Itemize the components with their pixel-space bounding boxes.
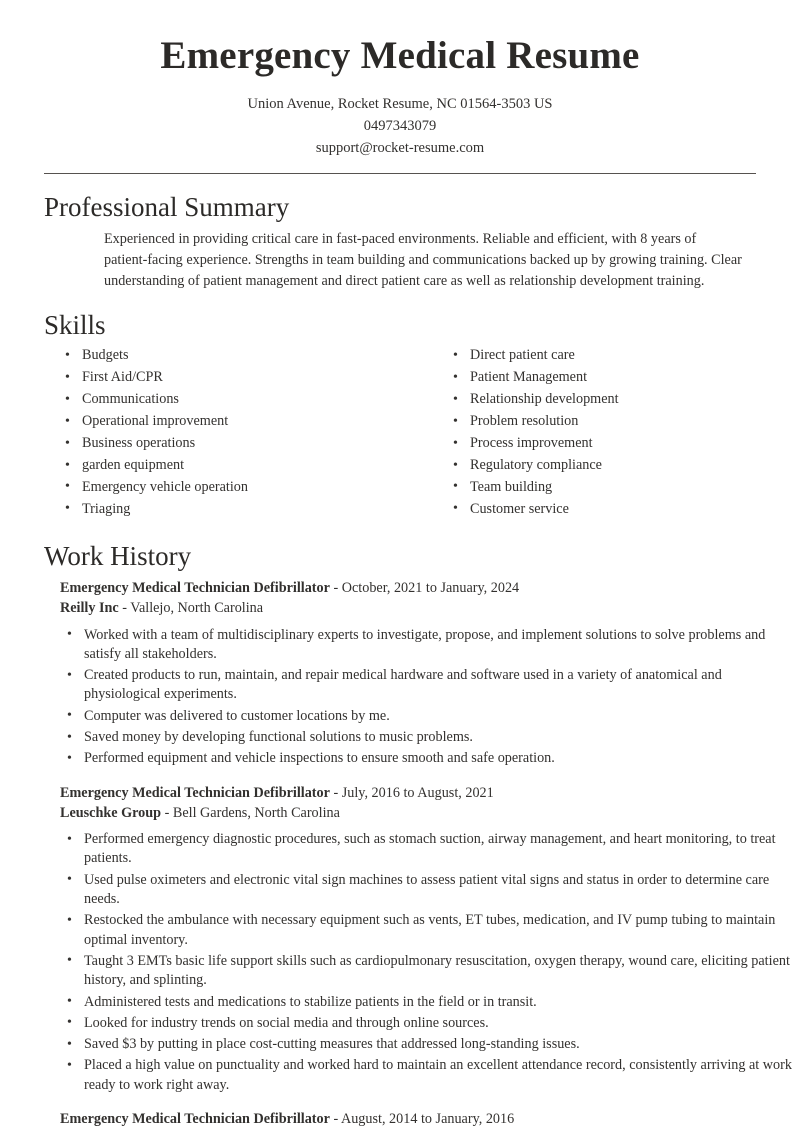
section-heading-summary: Professional Summary: [44, 191, 290, 222]
skills-column-right: [430, 347, 800, 523]
job-role: Emergency Medical Technician Defibrillator: [60, 1111, 330, 1128]
list-item: • garden equipment: [60, 457, 430, 475]
job-role: Emergency Medical Technician Defibrillator: [60, 784, 330, 801]
job-location: - Vallejo, North Carolina: [118, 600, 264, 617]
section-work-history: [0, 540, 800, 572]
list-item: • Emergency vehicle operation: [60, 479, 430, 497]
list-item: • Saved $3 by putting in place cost-cutting measures that addressed long-standing issues.: [60, 1035, 796, 1054]
work-history-entry: [60, 1109, 800, 1129]
section-heading-skills: Skills: [44, 309, 106, 340]
list-item: • Performed equipment and vehicle inspections to ensure smooth and safe operation.: [60, 749, 796, 768]
list-item: • First Aid/CPR: [60, 369, 430, 387]
section-heading-work-history: Work History: [44, 540, 192, 571]
skills-list-right: [448, 347, 800, 518]
list-item: • Created products to run, maintain, and repair medical hardware and software used in a variety of anatomical and physiological experiments.: [60, 666, 796, 705]
skills-column-left: [60, 347, 430, 523]
work-history-list: [0, 578, 800, 1129]
list-item: • Communications: [60, 391, 430, 409]
list-item: • Placed a high value on punctuality and worked hard to maintain an excellent attendance record, consistently arriving at work ready to work right away.: [60, 1056, 796, 1095]
work-history-entry: [60, 783, 800, 1095]
contact-address: Union Avenue, Rocket Resume, NC 01564-3503 US: [247, 95, 553, 112]
section-professional-summary: [0, 191, 800, 292]
list-item: • Budgets: [60, 347, 430, 365]
list-item: • Relationship development: [448, 391, 800, 409]
list-item: • Team building: [448, 479, 800, 497]
job-role: Emergency Medical Technician Defibrillator: [60, 580, 330, 597]
list-item: • Customer service: [448, 501, 800, 519]
list-item: • Regulatory compliance: [448, 457, 800, 475]
header-divider: [44, 173, 756, 174]
list-item: • Restocked the ambulance with necessary equipment such as vents, ET tubes, medication, and IV pump tubing to maintain optimal inventory.: [60, 911, 796, 950]
resume-header: [0, 0, 800, 159]
summary-text: Experienced in providing critical care in fast-paced environments. Reliable and efficient, with 8 years of patient-facing experience. Strengths in team building and communications backed up by growing training. Clear understanding of patient management and direct patient care as well as relationship development training.: [104, 231, 742, 290]
job-company: Reilly Inc: [60, 600, 119, 617]
list-item: • Looked for industry trends on social media and through online sources.: [60, 1014, 796, 1033]
list-item: • Problem resolution: [448, 413, 800, 431]
skills-list-left: [60, 347, 430, 518]
section-skills: [0, 309, 800, 341]
list-item: • Direct patient care: [448, 347, 800, 365]
job-company-line: [60, 598, 800, 618]
list-item: • Used pulse oximeters and electronic vital sign machines to assess patient vital signs and status in order to determine care needs.: [60, 871, 796, 910]
job-dates: - August, 2014 to January, 2016: [329, 1111, 515, 1128]
job-company: Leuschke Group: [60, 804, 162, 821]
work-history-entry: [60, 578, 800, 769]
list-item: • Worked with a team of multidisciplinary experts to investigate, propose, and implement solutions to solve problems and satisfy all stakeholders.: [60, 626, 796, 665]
job-bullet-list: [60, 830, 800, 1095]
list-item: • Process improvement: [448, 435, 800, 453]
list-item: • Operational improvement: [60, 413, 430, 431]
skills-columns: [0, 347, 800, 523]
job-location: - Bell Gardens, North Carolina: [161, 804, 340, 821]
list-item: • Saved money by developing functional solutions to music problems.: [60, 728, 796, 747]
summary-body: [44, 229, 756, 292]
contact-phone: 0497343079: [363, 117, 437, 134]
job-title-line: [60, 1109, 800, 1129]
job-title-line: [60, 578, 800, 598]
page-title: Emergency Medical Resume: [160, 34, 640, 77]
job-bullet-list: [60, 626, 800, 769]
job-company-line: [60, 803, 800, 823]
list-item: • Administered tests and medications to stabilize patients in the field or in transit.: [60, 993, 796, 1012]
list-item: • Performed emergency diagnostic procedures, such as stomach suction, airway management, and heart monitoring, to treat patients.: [60, 830, 796, 869]
list-item: • Computer was delivered to customer locations by me.: [60, 707, 796, 726]
job-dates: - October, 2021 to January, 2024: [329, 580, 520, 597]
job-dates: - July, 2016 to August, 2021: [329, 784, 494, 801]
list-item: • Patient Management: [448, 369, 800, 387]
list-item: • Business operations: [60, 435, 430, 453]
contact-email: support@rocket-resume.com: [315, 139, 485, 156]
list-item: • Triaging: [60, 501, 430, 519]
job-title-line: [60, 783, 800, 803]
list-item: • Taught 3 EMTs basic life support skills such as cardiopulmonary resuscitation, oxygen therapy, wound care, eliciting patient history, and splinting.: [60, 952, 796, 991]
